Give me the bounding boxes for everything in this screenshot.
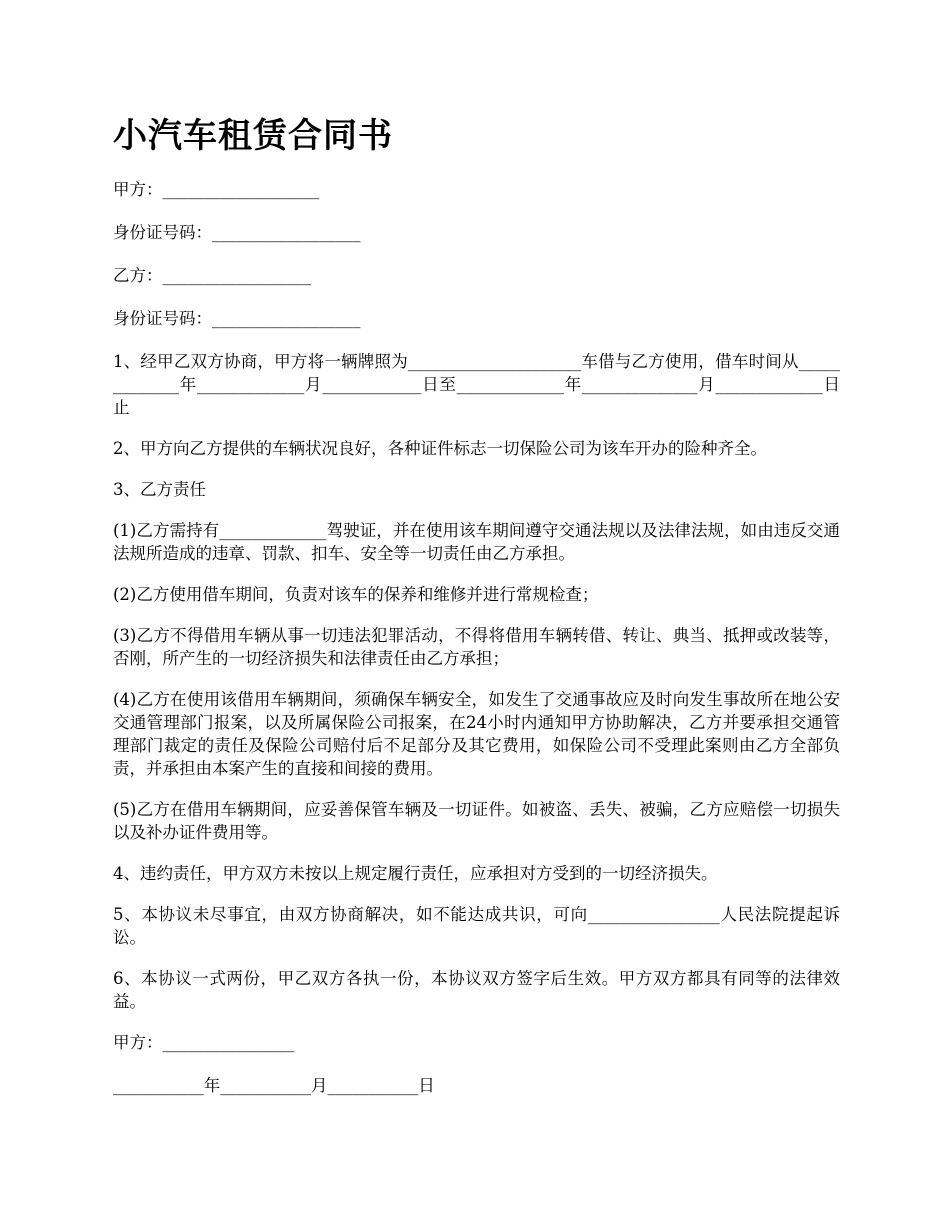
contract-page xyxy=(113,110,840,1117)
clause-5: 5、本协议未尽事宜，由双方协商解决，如不能达成共识，可向________________人民法院提起诉讼。 xyxy=(113,905,840,947)
clause-1: 1、经甲乙双方协商，甲方将一辆牌照为_____________________车借与乙方使用，借车时间从_____________年_____________月____________日至_____________年______________月_____________日止 xyxy=(113,352,840,417)
page-title: 小汽车租赁合同书 xyxy=(113,116,393,156)
clause-3-item-2: (2)乙方使用借车期间，负责对该车的保养和维修并进行常规检查； xyxy=(113,585,599,604)
party-a-id-field: 身份证号码：__________________ xyxy=(113,223,361,242)
clause-6: 6、本协议一式两份，甲乙双方各执一份，本协议双方签字后生效。甲方双方都具有同等的法律效益。 xyxy=(113,969,840,1011)
clause-3-item-1: (1)乙方需持有_____________驾驶证，并在使用该车期间遵守交通法规以及法律法规，如由违反交通法规所造成的违章、罚款、扣车、安全等一切责任由乙方承担。 xyxy=(113,521,840,563)
signature-party-a: 甲方：________________ xyxy=(113,1033,295,1052)
signature-date: ___________年___________月___________日 xyxy=(113,1076,435,1095)
party-a-field: 甲方：___________________ xyxy=(113,180,320,199)
party-b-id-field: 身份证号码：__________________ xyxy=(113,309,361,328)
clause-3-item-5: (5)乙方在借用车辆期间，应妥善保管车辆及一切证件。如被盗、丢失、被骗，乙方应赔偿一切损失以及补办证件费用等。 xyxy=(113,800,840,842)
clause-3-heading: 3、乙方责任 xyxy=(113,480,206,499)
clause-3-item-4: (4)乙方在使用该借用车辆期间，须确保车辆安全，如发生了交通事故应及时向发生事故所在地公安交通管理部门报案，以及所属保险公司报案，在24小时内通知甲方协助解决，乙方并要承担交通管理部门裁定的责任及保险公司赔付后不足部分及其它费用，如保险公司不受理此案则由乙方全部负责，并承担由本案产生的直接和间接的费用。 xyxy=(113,690,840,778)
clause-2: 2、甲方向乙方提供的车辆状况良好，各种证件标志一切保险公司为该车开办的险种齐全。 xyxy=(113,439,767,458)
clause-3-item-3: (3)乙方不得借用车辆从事一切违法犯罪活动，不得将借用车辆转借、转让、典当、抵押或改装等，否刚，所产生的一切经济损失和法律责任由乙方承担； xyxy=(113,626,840,668)
clause-4: 4、违约责任，甲方双方未按以上规定履行责任，应承担对方受到的一切经济损失。 xyxy=(113,864,718,883)
party-b-field: 乙方：__________________ xyxy=(113,266,311,285)
